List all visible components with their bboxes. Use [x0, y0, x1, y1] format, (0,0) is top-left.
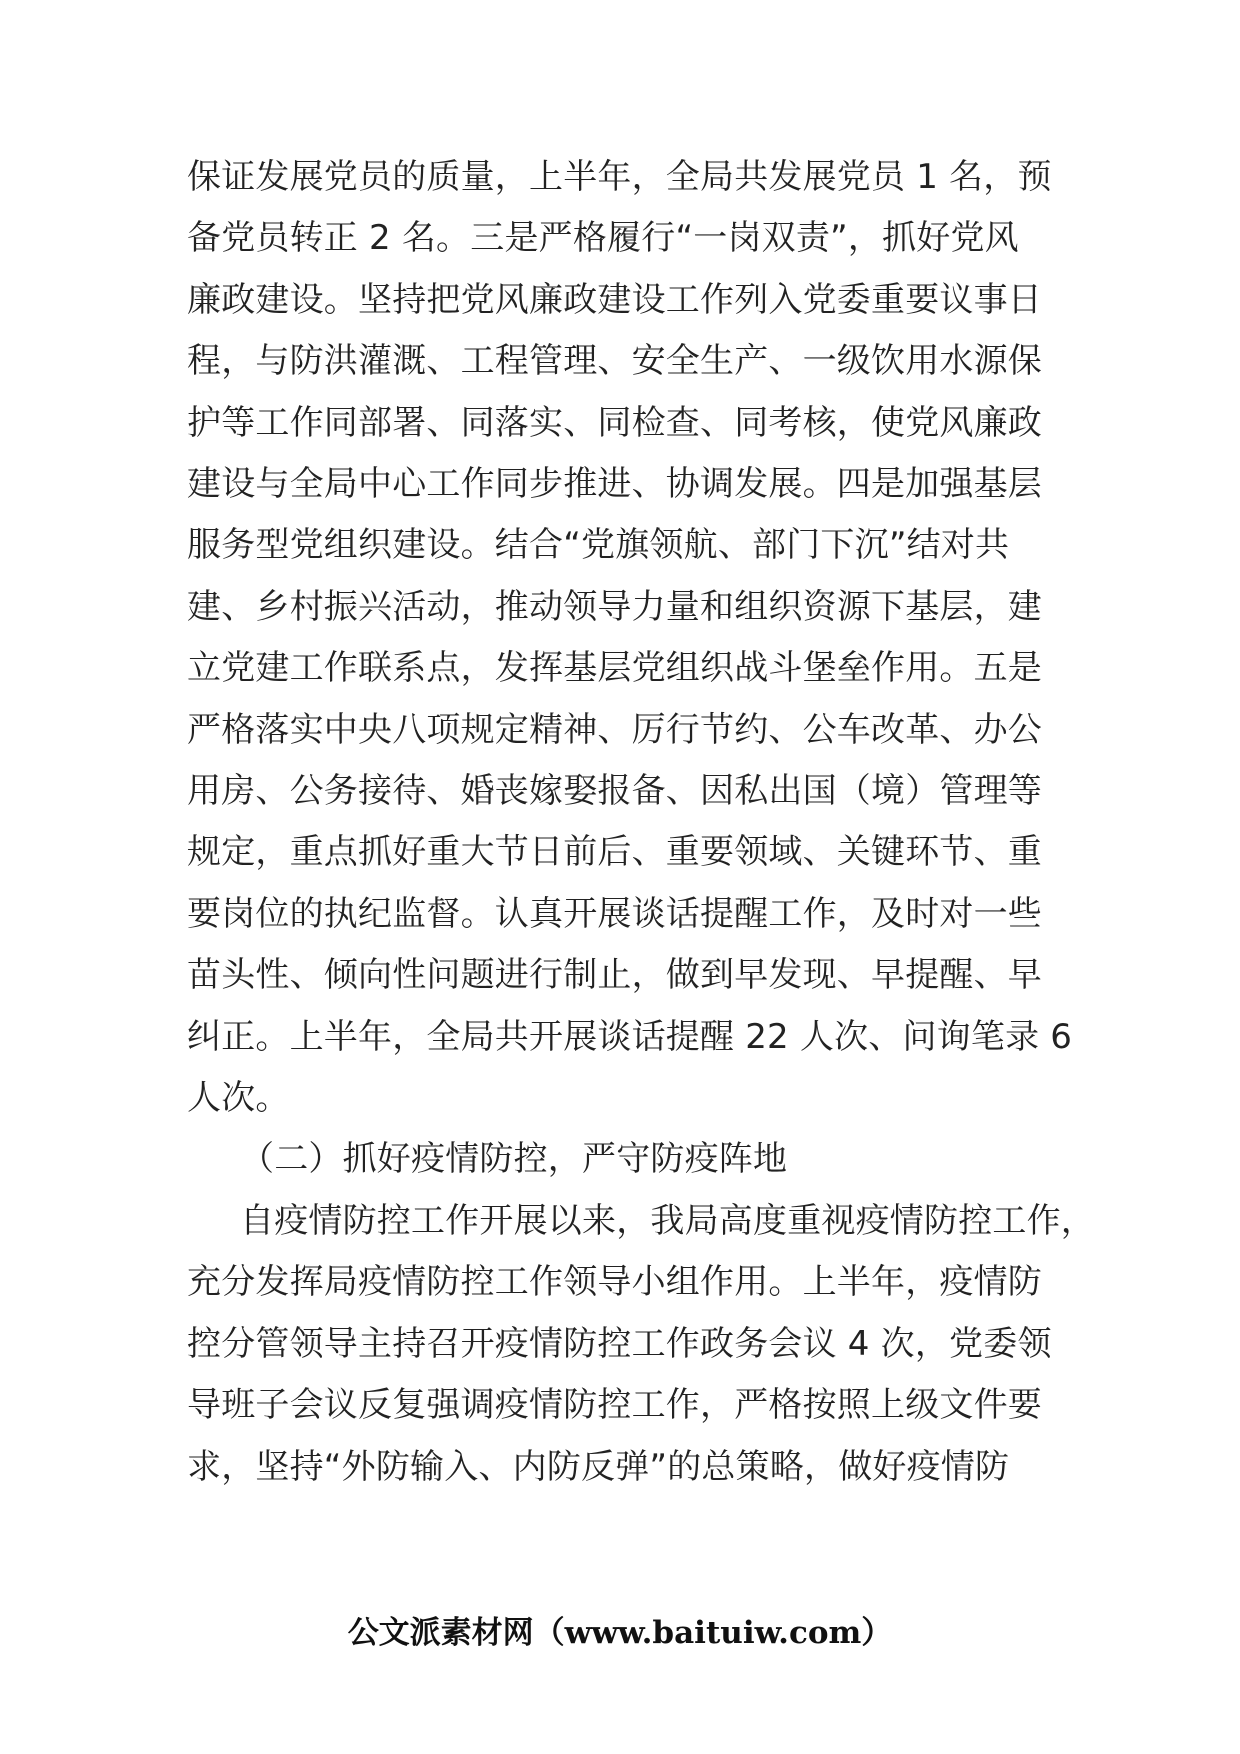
text-line: 廉政建设。坚持把党风廉政建设工作列入党委重要议事日: [187, 280, 1042, 320]
text-line: 自疫情防控工作开展以来，我局高度重视疫情防控工作，: [240, 1201, 1095, 1241]
text-line: 护等工作同部署、同落实、同检查、同考核，使党风廉政: [187, 403, 1042, 443]
text-line: 充分发挥局疫情防控工作领导小组作用。上半年，疫情防: [187, 1262, 1042, 1302]
text-line: 要岗位的执纪监督。认真开展谈话提醒工作，及时对一些: [187, 894, 1042, 934]
text-line: 建设与全局中心工作同步推进、协调发展。四是加强基层: [187, 464, 1042, 504]
text-line: 苗头性、倾向性问题进行制止，做到早发现、早提醒、早: [187, 955, 1042, 995]
text-line: 严格落实中央八项规定精神、厉行节约、公车改革、办公: [187, 710, 1042, 750]
text-line: 建、乡村振兴活动，推动领导力量和组织资源下基层，建: [187, 587, 1042, 627]
section-heading: （二）抓好疫情防控，严守防疫阵地: [240, 1139, 788, 1179]
text-line: 规定，重点抓好重大节日前后、重要领域、关键环节、重: [187, 832, 1042, 872]
text-line: 求，坚持“外防输入、内防反弹”的总策略，做好疫情防: [187, 1447, 1010, 1487]
text-line: 人次。: [187, 1078, 290, 1118]
footer-watermark: 公文派素材网（www.baituiw.com）: [347, 1615, 893, 1651]
text-line: 程，与防洪灌溉、工程管理、安全生产、一级饮用水源保: [187, 341, 1042, 381]
text-line: 立党建工作联系点，发挥基层党组织战斗堡垒作用。五是: [187, 648, 1042, 688]
text-line: 纠正。上半年，全局共开展谈话提醒 22 人次、问询笔录 6: [187, 1017, 1073, 1057]
text-line: 服务型党组织建设。结合“党旗领航、部门下沉”结对共: [187, 525, 1010, 565]
text-line: 保证发展党员的质量，上半年，全局共发展党员 1 名，预: [187, 157, 1052, 197]
text-line: 用房、公务接待、婚丧嫁娶报备、因私出国（境）管理等: [187, 771, 1042, 811]
text-line: 导班子会议反复强调疫情防控工作，严格按照上级文件要: [187, 1385, 1042, 1425]
text-line: 备党员转正 2 名。三是严格履行“一岗双责”，抓好党风: [187, 218, 1019, 258]
text-line: 控分管领导主持召开疫情防控工作政务会议 4 次，党委领: [187, 1324, 1052, 1364]
